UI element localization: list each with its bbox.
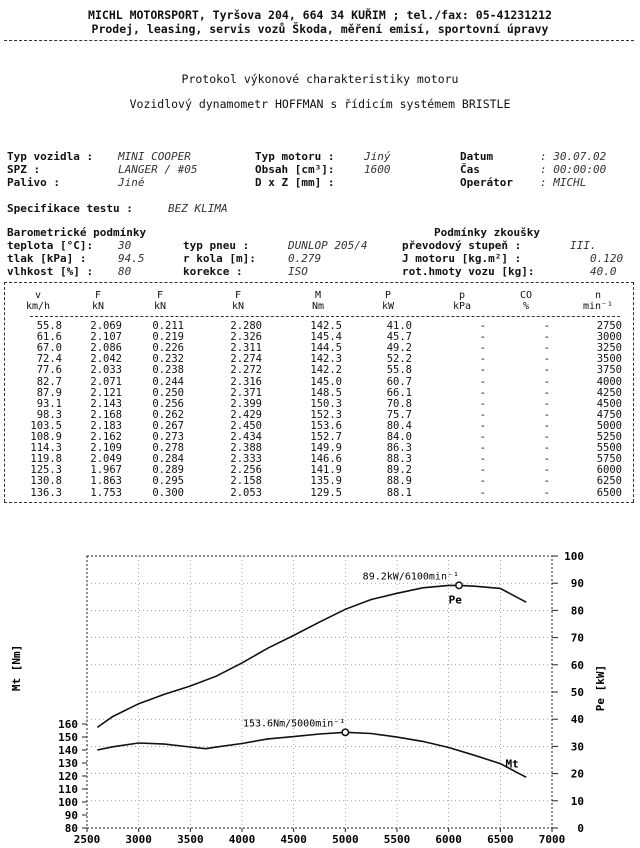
table-cell: 1.967 xyxy=(90,464,122,477)
table-cell: 3000 xyxy=(596,331,622,344)
table-cell: 55.8 xyxy=(36,320,62,332)
table-cell: 0.244 xyxy=(152,375,184,388)
table-cell: 0.273 xyxy=(152,431,184,443)
table-cell: 2750 xyxy=(596,320,622,332)
left-y-tick-label: 110 xyxy=(58,783,78,796)
bore-stroke-label: D x Z [mm] : xyxy=(255,176,335,189)
date-label: Datum xyxy=(460,150,494,163)
table-cell: 75.7 xyxy=(386,408,412,421)
table-cell: 67.0 xyxy=(36,342,62,355)
table-cell: 4250 xyxy=(596,386,622,399)
right-y-tick-label: 100 xyxy=(564,550,584,563)
table-cell: 80.4 xyxy=(386,419,412,432)
table-header-2 xyxy=(136,290,184,312)
table-cell: 0.250 xyxy=(152,386,184,399)
x-tick-label: 3000 xyxy=(125,833,152,846)
table-cell: 55.8 xyxy=(386,364,412,377)
table-cell: 0.267 xyxy=(152,419,184,432)
table-cell: 41.0 xyxy=(386,320,412,332)
protocol-title: Protokol výkonové charakteristiky motoru xyxy=(181,72,459,86)
table-cell: - xyxy=(479,397,486,410)
table-cell: 152.7 xyxy=(310,431,342,443)
table-cell: 61.6 xyxy=(36,331,62,344)
table-cell: 142.2 xyxy=(310,364,342,377)
table-cell: - xyxy=(479,364,486,377)
table-cell: 2.033 xyxy=(90,364,122,377)
header-symbol: P xyxy=(384,290,392,301)
table-cell: 4500 xyxy=(596,397,622,410)
header-symbol: F xyxy=(94,290,102,301)
x-tick-label: 7000 xyxy=(538,833,566,846)
table-cell: 93.1 xyxy=(36,397,62,410)
engine-type-value: Jiný xyxy=(364,150,391,163)
test-spec-value: BEZ KLIMA xyxy=(168,202,228,215)
displacement-value: 1600 xyxy=(364,163,391,176)
table-cell: - xyxy=(543,386,550,399)
header-symbol: M xyxy=(314,290,322,301)
header-divider xyxy=(4,40,634,41)
header-unit: min⁻¹ xyxy=(582,301,614,312)
table-header-0 xyxy=(14,290,62,312)
left-y-tick-label: 100 xyxy=(58,796,78,809)
left-y-tick-label: 160 xyxy=(58,718,78,731)
temperature-value: 30 xyxy=(118,239,132,252)
table-cell: - xyxy=(543,486,550,499)
table-cell: 153.6 xyxy=(310,419,342,432)
left-y-tick-label: 140 xyxy=(58,744,78,757)
peak-marker xyxy=(342,729,348,735)
table-cell: 2.371 xyxy=(230,386,262,399)
fuel-value: Jiné xyxy=(118,176,145,189)
baro-conditions-title: Barometrické podmínky xyxy=(7,226,147,239)
table-cell: 1.753 xyxy=(90,486,122,499)
table-header-5 xyxy=(364,290,412,312)
pressure-value: 94.5 xyxy=(118,252,145,265)
table-cell: - xyxy=(479,342,486,355)
table-cell: 87.9 xyxy=(36,386,62,399)
table-cell: 108.9 xyxy=(30,431,62,443)
table-cell: 0.211 xyxy=(152,320,184,332)
table-cell: 88.3 xyxy=(386,453,412,466)
table-cell: 2.388 xyxy=(230,442,262,455)
table-cell: 5750 xyxy=(596,453,622,466)
table-cell: 129.5 xyxy=(310,486,342,499)
table-cell: - xyxy=(543,431,550,443)
wheel-radius-value: 0.279 xyxy=(288,252,322,265)
right-y-tick-label: 30 xyxy=(570,740,584,754)
table-cell: 0.238 xyxy=(152,364,184,377)
x-tick-label: 2500 xyxy=(73,833,101,846)
table-cell: 45.7 xyxy=(386,331,412,344)
table-cell: 2.071 xyxy=(90,375,122,388)
right-axis-label: Pe [kW] xyxy=(594,664,607,712)
table-cell: 72.4 xyxy=(36,353,62,366)
gear-label: převodový stupeň : xyxy=(402,239,522,252)
table-header-4 xyxy=(294,290,342,312)
header-unit: kN xyxy=(153,301,167,312)
gear-value: III. xyxy=(570,239,597,252)
series-label-mt: Mt xyxy=(505,757,519,771)
header-unit: kN xyxy=(91,301,105,312)
table-cell: - xyxy=(479,320,486,332)
engine-inertia-label: J motoru [kg.m²] : xyxy=(402,252,522,265)
humidity-value: 80 xyxy=(118,265,132,278)
wheel-radius-label: r kola [m]: xyxy=(183,252,256,265)
header-unit: kW xyxy=(381,301,395,312)
table-cell: 2.429 xyxy=(230,408,262,421)
table-cell: 2.109 xyxy=(90,442,122,455)
vehicle-type-label: Typ vozidla : xyxy=(7,150,94,163)
table-cell: 146.6 xyxy=(310,453,342,466)
table-cell: - xyxy=(543,331,550,344)
right-y-tick-label: 60 xyxy=(570,658,584,672)
humidity-label: vlhkost [%] : xyxy=(7,265,94,278)
test-spec-label: Specifikace testu : xyxy=(7,202,133,215)
tire-value: DUNLOP 205/4 xyxy=(288,239,368,252)
table-cell: 135.9 xyxy=(310,475,342,488)
chart-series xyxy=(97,585,526,777)
table-cell: - xyxy=(543,342,550,355)
correction-value: ISO xyxy=(288,265,308,278)
left-y-tick-label: 130 xyxy=(58,757,78,770)
chart-axes xyxy=(58,550,584,846)
table-cell: 2.333 xyxy=(230,453,262,466)
table-cell: 1.863 xyxy=(90,475,122,488)
table-cell: 6250 xyxy=(596,475,622,488)
table-cell: 114.3 xyxy=(30,442,62,455)
table-cell: 0.262 xyxy=(152,408,184,421)
header-symbol: F xyxy=(234,290,242,301)
test-conditions-title: Podmínky zkoušky xyxy=(434,226,540,239)
table-header-3 xyxy=(214,290,262,312)
chart-labels xyxy=(243,571,519,770)
table-cell: 125.3 xyxy=(30,464,62,477)
table-header-8 xyxy=(574,290,622,312)
table-cell: 3750 xyxy=(596,364,622,377)
right-y-tick-label: 10 xyxy=(570,794,584,808)
table-cell: 66.1 xyxy=(386,386,412,399)
table-cell: 152.3 xyxy=(310,408,342,421)
table-cell: 2.121 xyxy=(90,386,122,399)
header-unit: kN xyxy=(231,301,245,312)
date-value: : 30.07.02 xyxy=(540,150,607,163)
pressure-label: tlak [kPa] : xyxy=(7,252,87,265)
table-cell: 2.107 xyxy=(90,331,122,344)
right-y-tick-label: 50 xyxy=(570,686,584,699)
table-cell: 0.289 xyxy=(152,464,184,477)
table-cell: - xyxy=(479,386,486,399)
table-cell: 142.5 xyxy=(310,320,342,332)
displacement-label: Obsah [cm³]: xyxy=(255,163,335,176)
table-cell: - xyxy=(479,331,486,344)
left-y-tick-label: 150 xyxy=(58,731,78,744)
table-cell: 49.2 xyxy=(386,342,412,355)
table-cell: 4750 xyxy=(596,408,622,421)
table-cell: 5250 xyxy=(596,431,622,443)
table-cell: - xyxy=(479,353,486,366)
table-cell: 2.049 xyxy=(90,453,122,466)
table-cell: 0.284 xyxy=(152,453,184,466)
peak-annotation: 153.6Nm/5000min⁻¹ xyxy=(242,718,346,730)
x-tick-label: 4500 xyxy=(280,833,307,846)
table-cell: - xyxy=(479,442,486,455)
table-cell: 84.0 xyxy=(386,431,412,443)
table-cell: 86.3 xyxy=(386,442,412,455)
header-symbol: v xyxy=(34,290,42,301)
engine-inertia-value: 0.120 xyxy=(590,252,624,265)
header-symbol: p xyxy=(458,290,466,301)
table-cell: 6000 xyxy=(596,464,622,477)
table-cell: 136.3 xyxy=(30,486,62,499)
peak-annotation: 89.2kW/6100min⁻¹ xyxy=(362,571,459,583)
table-cell: 52.2 xyxy=(386,353,412,366)
table-header-rule xyxy=(30,316,620,317)
table-cell: 77.6 xyxy=(36,364,62,377)
right-y-tick-label: 80 xyxy=(570,604,584,618)
table-cell: 145.0 xyxy=(310,375,342,388)
table-cell: 0.219 xyxy=(152,331,184,344)
company-services: Prodej, leasing, servis vozů Škoda, měření emisí, sportovní úpravy xyxy=(91,22,549,36)
right-y-tick-label: 20 xyxy=(570,767,584,781)
table-cell: 0.300 xyxy=(152,486,184,499)
table-cell: - xyxy=(479,464,486,477)
spz-value: LANGER / #05 xyxy=(118,163,198,176)
table-cell: - xyxy=(543,375,550,388)
x-tick-label: 6000 xyxy=(435,833,462,846)
table-cell: 3250 xyxy=(596,342,622,355)
table-cell: 2.280 xyxy=(230,320,262,332)
table-cell: 148.5 xyxy=(310,386,342,399)
series-line-mt xyxy=(97,732,526,777)
table-cell: 144.5 xyxy=(310,342,342,355)
table-cell: 130.8 xyxy=(30,475,62,488)
table-cell: - xyxy=(543,397,550,410)
x-tick-label: 3500 xyxy=(177,833,204,846)
peak-marker xyxy=(456,582,462,588)
right-y-tick-label: 40 xyxy=(570,713,584,727)
temperature-label: teplota [°C]: xyxy=(7,239,94,252)
table-cell: 2.450 xyxy=(230,419,262,432)
x-tick-label: 4000 xyxy=(228,833,256,846)
tire-label: typ pneu : xyxy=(183,239,250,252)
table-cell: 2.143 xyxy=(90,397,122,410)
operator-value: : MICHL xyxy=(540,176,587,189)
header-unit: km/h xyxy=(25,301,51,312)
table-cell: 0.256 xyxy=(152,397,184,410)
table-cell: - xyxy=(543,320,550,332)
left-y-tick-label: 90 xyxy=(64,809,78,822)
series-line-pe xyxy=(97,585,526,730)
table-cell: 0.295 xyxy=(152,475,184,488)
header-unit: kPa xyxy=(452,301,472,312)
table-cell: 2.272 xyxy=(230,364,262,377)
table-cell: - xyxy=(543,408,550,421)
table-cell: 0.232 xyxy=(152,353,184,366)
series-label-pe: Pe xyxy=(448,593,462,607)
table-cell: 3500 xyxy=(596,353,622,366)
table-cell: 2.168 xyxy=(90,408,122,421)
dyno-subtitle: Vozidlový dynamometr HOFFMAN s řídicím systémem BRISTLE xyxy=(129,97,511,111)
table-cell: 5000 xyxy=(596,419,622,432)
table-cell: - xyxy=(479,375,486,388)
table-cell: 0.278 xyxy=(152,442,184,455)
x-tick-label: 5500 xyxy=(383,833,411,846)
table-cell: 82.7 xyxy=(36,375,62,388)
vehicle-type-value: MINI COOPER xyxy=(118,150,191,163)
table-bottom-rule xyxy=(4,502,634,503)
table-cell: - xyxy=(543,453,550,466)
power-torque-chart xyxy=(0,548,640,848)
table-cell: 2.086 xyxy=(90,342,122,355)
table-cell: 2.434 xyxy=(230,431,262,443)
table-cell: 145.4 xyxy=(310,331,342,344)
table-right-rule xyxy=(633,282,634,502)
table-cell: 6500 xyxy=(596,486,622,499)
table-cell: - xyxy=(479,419,486,432)
table-cell: 2.316 xyxy=(230,375,262,388)
table-cell: 149.9 xyxy=(310,442,342,455)
table-cell: - xyxy=(479,475,486,488)
table-cell: 2.158 xyxy=(230,475,262,488)
table-cell: 2.183 xyxy=(90,419,122,432)
table-cell: 2.162 xyxy=(90,431,122,443)
right-y-tick-label: 90 xyxy=(570,577,584,591)
table-cell: - xyxy=(543,419,550,432)
table-cell: 98.3 xyxy=(36,408,62,421)
table-cell: 88.1 xyxy=(386,486,412,499)
table-cell: 0.226 xyxy=(152,342,184,355)
table-cell: - xyxy=(479,453,486,466)
table-cell: 89.2 xyxy=(386,464,412,477)
right-y-tick-label: 70 xyxy=(570,631,584,645)
header-unit: Nm xyxy=(311,301,325,312)
table-header-7 xyxy=(502,290,550,312)
header-unit: % xyxy=(522,301,530,312)
chart-grid xyxy=(87,556,552,828)
table-cell: 2.311 xyxy=(230,342,262,355)
table-cell: 119.8 xyxy=(30,453,62,466)
engine-type-label: Typ motoru : xyxy=(255,150,335,163)
table-cell: 2.326 xyxy=(230,331,262,344)
table-cell: 5500 xyxy=(596,442,622,455)
table-cell: 2.069 xyxy=(90,320,122,332)
table-cell: - xyxy=(543,353,550,366)
correction-label: korekce : xyxy=(183,265,243,278)
table-cell: - xyxy=(479,486,486,499)
table-cell: 4000 xyxy=(596,375,622,388)
table-cell: 2.256 xyxy=(230,464,262,477)
header-symbol: n xyxy=(594,290,602,301)
header-symbol: F xyxy=(156,290,164,301)
table-cell: - xyxy=(479,408,486,421)
table-cell: 150.3 xyxy=(310,397,342,410)
time-value: : 00:00:00 xyxy=(540,163,607,176)
table-cell: - xyxy=(543,364,550,377)
table-cell: 2.274 xyxy=(230,353,262,366)
table-header-6 xyxy=(438,290,486,312)
left-axis-label: Mt [Nm] xyxy=(10,644,23,692)
left-y-tick-label: 120 xyxy=(58,770,78,783)
x-tick-label: 5000 xyxy=(332,833,359,846)
time-label: Čas xyxy=(460,163,480,176)
table-cell: 70.8 xyxy=(386,397,412,410)
x-tick-label: 6500 xyxy=(487,833,514,846)
table-cell: - xyxy=(543,464,550,477)
table-cell: 60.7 xyxy=(386,375,412,388)
operator-label: Operátor xyxy=(460,176,513,189)
company-address: MICHL MOTORSPORT, Tyršova 204, 664 34 KUŘIM ; tel./fax: 05-41231212 xyxy=(88,8,552,22)
table-header-1 xyxy=(74,290,122,312)
rotating-mass-label: rot.hmoty vozu [kg]: xyxy=(402,265,535,278)
table-cell: 88.9 xyxy=(386,475,412,488)
table-cell: 2.399 xyxy=(230,397,262,410)
table-cell: 2.042 xyxy=(90,353,122,366)
table-top-rule xyxy=(4,282,634,283)
fuel-label: Palivo : xyxy=(7,176,60,189)
left-y-tick-label: 80 xyxy=(64,822,78,835)
rotating-mass-value: 40.0 xyxy=(590,265,617,278)
table-cell: - xyxy=(543,475,550,488)
table-cell: 103.5 xyxy=(30,419,62,432)
table-cell: 142.3 xyxy=(310,353,342,366)
right-y-tick-label: 0 xyxy=(577,822,584,835)
header-symbol: CO xyxy=(519,290,533,301)
spz-label: SPZ : xyxy=(7,163,41,176)
table-cell: - xyxy=(543,442,550,455)
table-cell: 2.053 xyxy=(230,486,262,499)
table-cell: 141.9 xyxy=(310,464,342,477)
table-cell: - xyxy=(479,431,486,443)
